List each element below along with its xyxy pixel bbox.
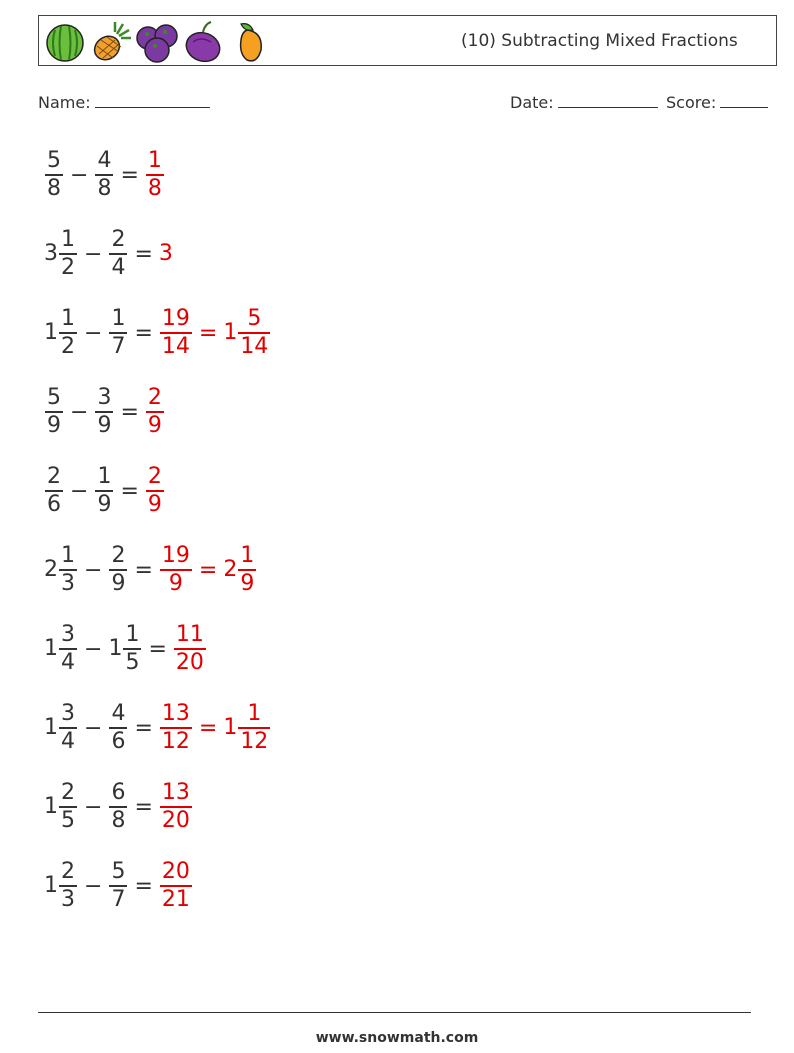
- footer-divider: [38, 1012, 751, 1013]
- minuend-numerator: 3: [61, 622, 75, 647]
- problem-row: [44, 298, 271, 368]
- answer-fraction: [160, 543, 192, 597]
- subtrahend-denominator: 4: [111, 255, 126, 280]
- answer-number: [159, 780, 193, 834]
- equals-sign: =: [134, 715, 153, 741]
- score-blank[interactable]: [720, 93, 768, 108]
- minuend-fraction: [45, 385, 63, 439]
- minuend-fraction: [59, 780, 77, 834]
- minuend-whole: 1: [44, 794, 58, 819]
- answer-denominator: 20: [161, 808, 190, 833]
- minuend-number: [44, 148, 64, 202]
- footer-website: www.snowmath.com: [315, 1030, 479, 1046]
- subtrahend-number: [108, 701, 128, 755]
- answer-mixed-numerator: 5: [247, 306, 262, 331]
- minus-sign: −: [70, 478, 89, 504]
- minuend-denominator: 5: [61, 808, 75, 833]
- subtrahend-numerator: 1: [111, 306, 126, 331]
- subtrahend-numerator: 6: [111, 780, 126, 805]
- answer-fraction: [146, 464, 164, 518]
- problem-row: [44, 140, 165, 210]
- answer-fraction: [160, 701, 192, 755]
- answer-numerator: 19: [161, 306, 190, 331]
- minuend-denominator: 3: [61, 571, 75, 596]
- answer: [159, 701, 271, 755]
- problem-row: [44, 219, 173, 289]
- problem-row: [44, 535, 257, 605]
- watermelon-icon: [43, 20, 87, 64]
- subtrahend-number: [108, 859, 128, 913]
- equals-sign: =: [134, 873, 153, 899]
- answer: [159, 780, 193, 834]
- plum-icon: [181, 20, 225, 64]
- answer-fraction: [160, 780, 192, 834]
- minuend-number: [44, 859, 78, 913]
- subtrahend-number: [94, 148, 114, 202]
- minus-sign: −: [84, 636, 103, 662]
- minuend-denominator: 3: [61, 887, 75, 912]
- subtrahend-denominator: 8: [97, 176, 112, 201]
- equals-sign: =: [120, 478, 139, 504]
- answer-denominator: 21: [161, 887, 190, 912]
- subtrahend-numerator: 1: [125, 622, 140, 647]
- minuend-numerator: 2: [61, 859, 75, 884]
- answer-mixed-fraction: [238, 306, 270, 360]
- minuend-numerator: 5: [47, 385, 61, 410]
- subtrahend-fraction: [123, 622, 141, 676]
- minuend-number: [44, 306, 78, 360]
- answer-number: [145, 385, 165, 439]
- answer: [145, 464, 165, 518]
- minus-sign: −: [84, 873, 103, 899]
- subtrahend-denominator: 9: [97, 492, 112, 517]
- subtrahend-fraction: [109, 543, 127, 597]
- answer-numerator: 1: [147, 148, 162, 173]
- minuend-denominator: 8: [47, 176, 61, 201]
- equals-sign: =: [120, 162, 139, 188]
- answer-numerator: 20: [161, 859, 190, 884]
- answer-numerator: 13: [161, 701, 190, 726]
- minuend-whole: 1: [44, 320, 58, 345]
- subtrahend-fraction: [109, 227, 127, 281]
- answer-mixed-fraction: [238, 701, 270, 755]
- name-label: Name:: [38, 93, 91, 112]
- subtrahend-fraction: [95, 385, 113, 439]
- subtrahend-fraction: [109, 306, 127, 360]
- answer-number: [145, 464, 165, 518]
- minuend-fraction: [59, 701, 77, 755]
- minuend-numerator: 2: [47, 464, 61, 489]
- problem-row: [44, 614, 207, 684]
- date-label: Date:: [510, 93, 554, 112]
- answer: [145, 148, 165, 202]
- subtrahend-denominator: 9: [111, 571, 126, 596]
- minuend-whole: 1: [44, 715, 58, 740]
- problem-row: [44, 377, 165, 447]
- answer-numerator: 13: [161, 780, 190, 805]
- subtrahend-denominator: 6: [111, 729, 126, 754]
- answer-number: [159, 306, 193, 360]
- minuend-denominator: 2: [61, 255, 75, 280]
- subtrahend-number: [108, 780, 128, 834]
- subtrahend-fraction: [109, 701, 127, 755]
- date-field[interactable]: [510, 93, 658, 112]
- minuend-numerator: 5: [47, 148, 61, 173]
- minuend-fraction: [59, 622, 77, 676]
- minuend-whole: 3: [44, 241, 58, 266]
- mango-icon: [227, 20, 271, 64]
- subtrahend-denominator: 7: [111, 334, 126, 359]
- subtrahend-numerator: 1: [97, 464, 112, 489]
- subtrahend-numerator: 4: [97, 148, 112, 173]
- subtrahend-denominator: 8: [111, 808, 126, 833]
- minuend-denominator: 6: [47, 492, 61, 517]
- equals-sign: =: [148, 636, 167, 662]
- minuend-denominator: 4: [61, 729, 75, 754]
- subtrahend-number: [108, 227, 128, 281]
- subtrahend-number: [108, 543, 128, 597]
- subtrahend-fraction: [109, 780, 127, 834]
- name-field[interactable]: [38, 93, 210, 112]
- name-blank[interactable]: [95, 93, 210, 108]
- minus-sign: −: [70, 162, 89, 188]
- pineapple-icon: [89, 20, 133, 64]
- answer: [159, 859, 193, 913]
- answer-equals-sign: =: [198, 715, 218, 741]
- answer-numerator: 11: [175, 622, 204, 647]
- minuend-fraction: [59, 227, 77, 281]
- minuend-whole: 1: [44, 873, 58, 898]
- minuend-numerator: 1: [61, 306, 75, 331]
- minuend-fraction: [45, 464, 63, 518]
- minuend-number: [44, 622, 78, 676]
- minus-sign: −: [84, 715, 103, 741]
- minuend-fraction: [59, 859, 77, 913]
- answer-whole: 3: [158, 241, 173, 266]
- answer: [159, 306, 271, 360]
- answer-mixed-whole: 2: [223, 557, 238, 582]
- subtrahend-numerator: 5: [111, 859, 126, 884]
- answer-denominator: 9: [168, 571, 183, 596]
- answer-denominator: 12: [161, 729, 190, 754]
- answer-fraction: [174, 622, 206, 676]
- subtrahend-fraction: [109, 859, 127, 913]
- answer-numerator: 2: [147, 385, 162, 410]
- minuend-denominator: 4: [61, 650, 75, 675]
- minuend-numerator: 1: [61, 543, 75, 568]
- minuend-denominator: 9: [47, 413, 61, 438]
- subtrahend-whole: 1: [108, 636, 123, 661]
- equals-sign: =: [134, 320, 153, 346]
- subtrahend-denominator: 7: [111, 887, 126, 912]
- answer-numerator: 19: [161, 543, 190, 568]
- date-blank[interactable]: [558, 93, 658, 108]
- answer-number: [159, 701, 193, 755]
- minuend-number: [44, 385, 64, 439]
- problem-row: [44, 693, 271, 763]
- answer-mixed-numerator: 1: [247, 701, 262, 726]
- problem-row: [44, 772, 193, 842]
- answer-mixed-denominator: 9: [240, 571, 255, 596]
- minuend-fraction: [59, 306, 77, 360]
- subtrahend-numerator: 2: [111, 227, 126, 252]
- minuend-number: [44, 543, 78, 597]
- score-field[interactable]: [666, 93, 768, 112]
- answer-equals-sign: =: [198, 557, 218, 583]
- answer: [159, 543, 257, 597]
- subtrahend-fraction: [95, 148, 113, 202]
- answer-fraction: [160, 859, 192, 913]
- answer-number: [159, 241, 173, 267]
- equals-sign: =: [134, 794, 153, 820]
- problem-row: [44, 851, 193, 921]
- minuend-number: [44, 227, 78, 281]
- score-label: Score:: [666, 93, 717, 112]
- minus-sign: −: [70, 399, 89, 425]
- subtrahend-numerator: 2: [111, 543, 126, 568]
- subtrahend-numerator: 3: [97, 385, 112, 410]
- answer-mixed-number: [223, 306, 271, 360]
- answer-fraction: [146, 148, 164, 202]
- minuend-whole: 2: [44, 557, 58, 582]
- equals-sign: =: [134, 557, 153, 583]
- plums-icon: [135, 20, 179, 64]
- minuend-fraction: [45, 148, 63, 202]
- answer-number: [159, 543, 193, 597]
- minus-sign: −: [84, 241, 103, 267]
- answer-number: [173, 622, 207, 676]
- worksheet-title: (10) Subtracting Mixed Fractions: [461, 31, 738, 51]
- equals-sign: =: [134, 241, 153, 267]
- fruit-icons: [43, 20, 271, 64]
- worksheet-header: [38, 15, 777, 66]
- minuend-numerator: 1: [61, 227, 75, 252]
- subtrahend-numerator: 4: [111, 701, 126, 726]
- minus-sign: −: [84, 794, 103, 820]
- answer-denominator: 14: [161, 334, 190, 359]
- minuend-number: [44, 780, 78, 834]
- equals-sign: =: [120, 399, 139, 425]
- minuend-fraction: [59, 543, 77, 597]
- answer-numerator: 2: [147, 464, 162, 489]
- answer-denominator: 9: [147, 492, 162, 517]
- subtrahend-number: [94, 385, 114, 439]
- problem-row: [44, 456, 165, 526]
- answer-mixed-denominator: 14: [240, 334, 269, 359]
- answer: [173, 622, 207, 676]
- minuend-number: [44, 701, 78, 755]
- subtrahend-fraction: [95, 464, 113, 518]
- minuend-number: [44, 464, 64, 518]
- answer: [159, 241, 173, 267]
- subtrahend-number: [108, 622, 142, 676]
- minuend-numerator: 2: [61, 780, 75, 805]
- answer: [145, 385, 165, 439]
- answer-denominator: 9: [147, 413, 162, 438]
- minus-sign: −: [84, 557, 103, 583]
- minuend-whole: 1: [44, 636, 58, 661]
- answer-mixed-fraction: [238, 543, 256, 597]
- subtrahend-denominator: 5: [125, 650, 140, 675]
- answer-fraction: [160, 306, 192, 360]
- answer-mixed-numerator: 1: [240, 543, 255, 568]
- answer-number: [159, 859, 193, 913]
- answer-number: [145, 148, 165, 202]
- minus-sign: −: [84, 320, 103, 346]
- answer-equals-sign: =: [198, 320, 218, 346]
- answer-denominator: 8: [147, 176, 162, 201]
- subtrahend-number: [108, 306, 128, 360]
- answer-mixed-number: [223, 701, 271, 755]
- answer-mixed-number: [223, 543, 257, 597]
- answer-denominator: 20: [175, 650, 204, 675]
- subtrahend-denominator: 9: [97, 413, 112, 438]
- answer-mixed-whole: 1: [223, 320, 238, 345]
- answer-mixed-denominator: 12: [240, 729, 269, 754]
- subtrahend-number: [94, 464, 114, 518]
- minuend-denominator: 2: [61, 334, 75, 359]
- minuend-numerator: 3: [61, 701, 75, 726]
- answer-fraction: [146, 385, 164, 439]
- answer-mixed-whole: 1: [223, 715, 238, 740]
